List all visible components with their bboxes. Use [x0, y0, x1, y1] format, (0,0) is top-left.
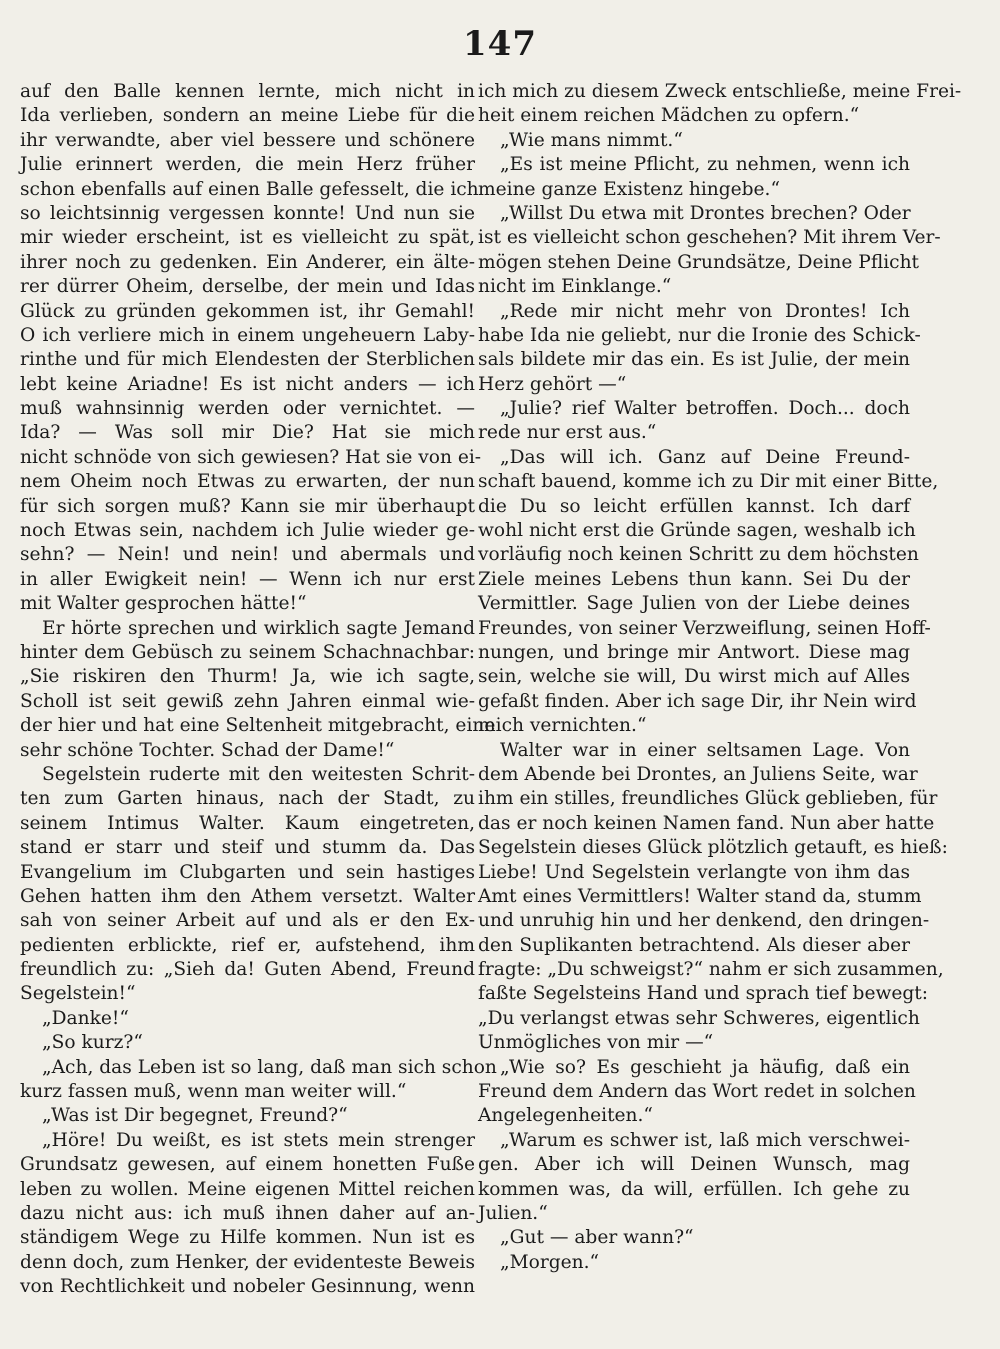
text-line: nicht schnöde von sich gewiesen? Hat sie von ei-	[20, 446, 482, 468]
text-line: hinter dem Gebüsch zu seinem Schachnachbar:	[20, 641, 475, 663]
text-line: heit einem reichen Mädchen zu opfern.“	[478, 105, 860, 127]
text-line: die Du so leicht erfüllen kannst. Ich darf	[478, 495, 910, 517]
text-line: „Rede mir nicht mehr von Drontes! Ich	[500, 300, 910, 322]
text-line: mir wieder erscheint, ist es vielleicht zu spät,	[20, 227, 475, 249]
text-line: Freund dem Andern das Wort redet in solchen	[478, 1081, 916, 1103]
text-line: ihrer noch zu gedenken. Ein Anderer, ein älte-	[20, 251, 475, 273]
text-line: nem Oheim noch Etwas zu erwarten, der nun	[20, 471, 475, 493]
text-line: „Gut — aber wann?“	[500, 1227, 694, 1249]
text-line: Liebe! Und Segelstein verlangte von ihm das	[478, 861, 910, 883]
text-line: „Julie? rief Walter betroffen. Doch... doch	[500, 398, 910, 420]
text-line: Angelegenheiten.“	[478, 1105, 653, 1127]
text-line: sals bildete mir das ein. Es ist Julie, der mein	[478, 349, 910, 371]
text-line: ihr verwandte, aber viel bessere und schönere	[20, 129, 475, 151]
text-line: von Rechtlichkeit und nobeler Gesinnung, wenn	[20, 1276, 475, 1298]
text-line: das er noch keinen Namen fand. Nun aber hatte	[478, 812, 935, 834]
text-line: Er hörte sprechen und wirklich sagte Jemand	[42, 617, 475, 639]
text-line: mögen stehen Deine Grundsätze, Deine Pflicht	[478, 251, 920, 273]
text-line: gefaßt finden. Aber ich sage Dir, ihr Nein wird	[478, 690, 917, 712]
text-line: „Morgen.“	[500, 1251, 600, 1273]
text-line: pedienten erblickte, rief er, aufstehend, ihm	[20, 934, 475, 956]
text-line: sein, welche sie will, Du wirst mich auf Alles	[478, 666, 910, 688]
text-line: „Du verlangst etwas sehr Schweres, eigentlich	[478, 1007, 920, 1029]
text-line: vorläufig noch keinen Schritt zu dem höchsten	[478, 544, 919, 566]
text-line: auf den Balle kennen lernte, mich nicht in	[20, 81, 475, 102]
text-line: mich vernichten.“	[478, 715, 647, 737]
text-line: Segelstein ruderte mit den weitesten Schrit-	[42, 763, 475, 785]
text-line: kommen was, da will, erfüllen. Ich gehe zu	[478, 1178, 910, 1200]
text-line: O ich verliere mich in einem ungeheuern Laby-	[20, 324, 475, 346]
text-line: habe Ida nie geliebt, nur die Ironie des Schick-	[478, 324, 921, 346]
text-line: ist es vielleicht schon geschehen? Mit ihrem Ver-	[478, 227, 941, 249]
text-line: rede nur erst aus.“	[478, 422, 657, 444]
text-line: dazu nicht aus: ich muß ihnen daher auf an-	[20, 1202, 475, 1224]
text-line: wohl nicht erst die Gründe sagen, weshalb ich	[478, 520, 916, 542]
page-number: 147	[463, 24, 537, 64]
text-line: „Was ist Dir begegnet, Freund?“	[42, 1105, 348, 1127]
text-line: schon ebenfalls auf einen Balle gefesselt, die ich	[20, 178, 479, 200]
text-line: den Suplikanten betrachtend. Als dieser aber	[478, 934, 910, 956]
text-line: so leichtsinnig vergessen konnte! Und nun sie	[20, 202, 475, 224]
text-line: meine ganze Existenz hingebe.“	[478, 178, 780, 200]
text-line: muß wahnsinnig werden oder vernichtet. —	[20, 398, 475, 420]
text-line: fragte: „Du schweigst?“ nahm er sich zusammen,	[478, 959, 944, 981]
text-line: schaft bauend, komme ich zu Dir mit einer Bitte,	[478, 471, 939, 493]
text-line: sehn? — Nein! und nein! und abermals und	[20, 544, 475, 566]
text-line: Ida? — Was soll mir Die? Hat sie mich	[20, 422, 475, 444]
text-line: Evangelium im Clubgarten und sein hastiges	[20, 861, 475, 883]
text-line: sehr schöne Tochter. Schad der Dame!“	[20, 739, 395, 761]
text-line: Julien.“	[478, 1202, 548, 1224]
text-line: ihm ein stilles, freundliches Glück geblieben, für	[478, 788, 938, 810]
text-line: Ziele meines Lebens thun kann. Sei Du der	[478, 568, 910, 590]
text-line: „Ach, das Leben ist so lang, daß man sich schon	[42, 1056, 497, 1078]
text-line: Amt eines Vermittlers! Walter stand da, stumm	[478, 885, 922, 907]
text-line: „Sie riskiren den Thurm! Ja, wie ich sagte,	[20, 666, 475, 688]
text-line: „Willst Du etwa mit Drontes brechen? Oder	[500, 202, 911, 224]
text-line: denn doch, zum Henker, der evidenteste Beweis	[20, 1251, 476, 1273]
text-line: nicht im Einklange.“	[478, 276, 672, 298]
text-line: mit Walter gesprochen hätte!“	[20, 593, 307, 615]
text-line: ich mich zu diesem Zweck entschließe, meine Frei-	[478, 81, 962, 102]
text-line: „Höre! Du weißt, es ist stets mein strenger	[42, 1129, 475, 1151]
text-line: seinem Intimus Walter. Kaum eingetreten,	[20, 812, 475, 834]
text-line: „Warum es schwer ist, laß mich verschwei-	[500, 1129, 910, 1151]
text-line: freundlich zu: „Sieh da! Guten Abend, Freund	[20, 959, 475, 981]
text-line: ständigem Wege zu Hilfe kommen. Nun ist es	[20, 1227, 475, 1249]
text-line: noch Etwas sein, nachdem ich Julie wieder ge-	[20, 520, 475, 542]
text-line: gen. Aber ich will Deinen Wunsch, mag	[478, 1154, 910, 1176]
text-line: ten zum Garten hinaus, nach der Stadt, zu	[20, 788, 475, 810]
text-line: in aller Ewigkeit nein! — Wenn ich nur erst	[20, 568, 475, 590]
text-line: und unruhig hin und her denkend, den dringen-	[478, 910, 930, 932]
text-line: Ida verlieben, sondern an meine Liebe für die	[20, 105, 475, 127]
right-text-column	[478, 80, 962, 1275]
text-line: „Danke!“	[42, 1007, 129, 1029]
text-line: sah von seiner Arbeit auf und als er den Ex-	[20, 910, 475, 932]
text-line: „So kurz?“	[42, 1032, 143, 1054]
text-line: Vermittler. Sage Julien von der Liebe deines	[478, 593, 910, 615]
text-line: für sich sorgen muß? Kann sie mir überhaupt	[20, 495, 475, 517]
text-line: nungen, und bringe mir Antwort. Diese mag	[478, 641, 910, 663]
text-line: lebt keine Ariadne! Es ist nicht anders — ich	[20, 373, 475, 395]
text-line: „Wie mans nimmt.“	[500, 129, 683, 151]
text-line: „Es ist meine Pflicht, zu nehmen, wenn ich	[500, 154, 910, 176]
text-line: Glück zu gründen gekommen ist, ihr Gemahl!	[20, 300, 475, 322]
text-line: stand er starr und steif und stumm da. Das	[20, 837, 475, 859]
text-line: leben zu wollen. Meine eigenen Mittel reichen	[20, 1178, 475, 1200]
text-line: dem Abende bei Drontes, an Juliens Seite, war	[478, 763, 918, 785]
text-line: rer dürrer Oheim, derselbe, der mein und Idas	[20, 276, 475, 298]
text-line: Herz gehört —“	[478, 373, 627, 395]
text-line: „Wie so? Es geschieht ja häufig, daß ein	[500, 1056, 910, 1078]
text-line: Walter war in einer seltsamen Lage. Von	[500, 739, 910, 761]
text-line: Segelstein!“	[20, 983, 136, 1005]
text-line: „Das will ich. Ganz auf Deine Freund-	[500, 446, 910, 468]
text-line: Gehen hatten ihm den Athem versetzt. Walter	[20, 885, 475, 907]
text-line: Freundes, von seiner Verzweiflung, seinen Hoff-	[478, 617, 931, 639]
text-line: Unmögliches von mir —“	[478, 1032, 714, 1054]
text-line: rinthe und für mich Elendesten der Sterblichen	[20, 349, 475, 371]
left-text-column	[20, 80, 497, 1300]
text-line: Julie erinnert werden, die mein Herz früher	[20, 154, 475, 176]
text-line: Segelstein dieses Glück plötzlich getauft, es hieß:	[478, 837, 948, 859]
text-line: der hier und hat eine Seltenheit mitgebracht, eine	[20, 715, 496, 737]
text-line: Scholl ist seit gewiß zehn Jahren einmal wie-	[20, 690, 475, 712]
text-line: Grundsatz gewesen, auf einem honetten Fuße	[20, 1154, 475, 1176]
text-line: kurz fassen muß, wenn man weiter will.“	[20, 1081, 407, 1103]
text-line: faßte Segelsteins Hand und sprach tief bewegt:	[478, 983, 929, 1005]
